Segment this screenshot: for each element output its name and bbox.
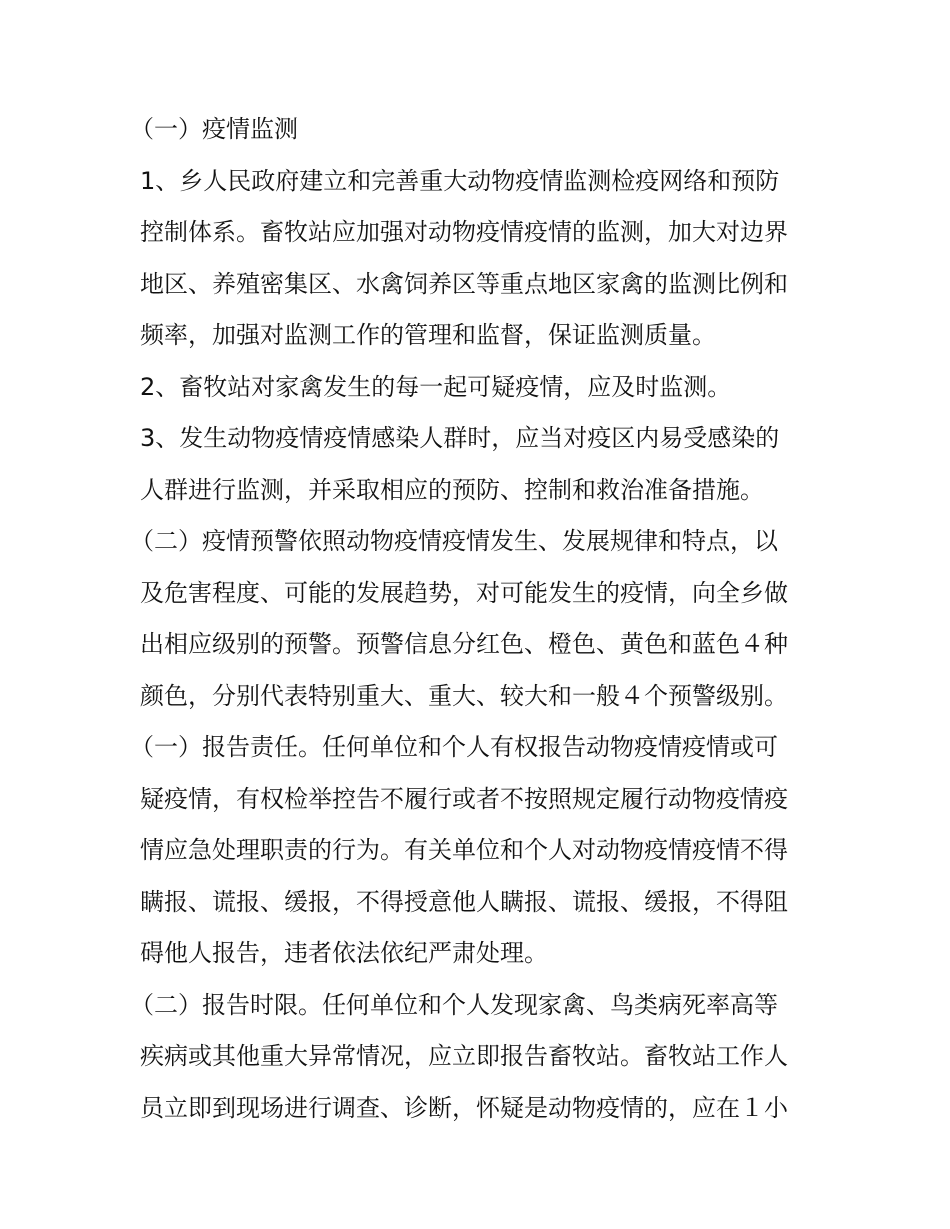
paragraph-line: （二）报告时限。任何单位和个人发现家禽、鸟类病死率高等	[130, 990, 778, 1019]
paragraph-report-time	[130, 980, 812, 1135]
paragraph-line: 3、发生动物疫情疫情感染人群时，应当对疫区内易受感染的	[140, 424, 780, 452]
paragraph-line: 碍他人报告，违者依法依纪严肃处理。	[140, 939, 548, 967]
section-heading-monitoring	[130, 104, 812, 156]
section-heading-text: （一）疫情监测	[130, 115, 298, 143]
paragraph-line: 疑疫情，有权检举控告不履行或者不按照规定履行动物疫情疫	[140, 784, 788, 813]
document-body	[130, 104, 812, 1134]
paragraph-line: 地区、养殖密集区、水禽饲养区等重点地区家禽的监测比例和	[140, 269, 788, 298]
paragraph-line: （一）报告责任。任何单位和个人有权报告动物疫情疫情或可	[130, 733, 778, 761]
paragraph-line: （二）疫情预警依照动物疫情疫情发生、发展规律和特点，以	[130, 527, 778, 555]
paragraph-line: 2、畜牧站对家禽发生的每一起可疑疫情，应及时监测。	[140, 372, 732, 401]
paragraph-item-3	[140, 413, 812, 516]
paragraph-line: 颜色，分别代表特别重大、重大、较大和一般４个预警级别。	[140, 681, 788, 710]
paragraph-line: 情应急处理职责的行为。有关单位和个人对动物疫情疫情不得	[140, 836, 788, 864]
paragraph-line: 疾病或其他重大异常情况，应立即报告畜牧站。畜牧站工作人	[140, 1042, 788, 1070]
paragraph-line: 人群进行监测，并采取相应的预防、控制和救治准备措施。	[140, 475, 764, 504]
paragraph-line: 瞒报、谎报、缓报，不得授意他人瞒报、谎报、缓报，不得阻	[140, 887, 788, 916]
paragraph-line: 频率，加强对监测工作的管理和监督，保证监测质量。	[140, 321, 716, 349]
paragraph-warning	[130, 516, 812, 722]
paragraph-item-1	[140, 156, 812, 362]
paragraph-line: 员立即到现场进行调查、诊断，怀疑是动物疫情的，应在１小	[140, 1093, 788, 1122]
paragraph-line: 出相应级别的预警。预警信息分红色、橙色、黄色和蓝色４种	[140, 630, 788, 658]
paragraph-line: 1、乡人民政府建立和完善重大动物疫情监测检疫网络和预防	[140, 166, 780, 195]
paragraph-line: 控制体系。畜牧站应加强对动物疫情疫情的监测，加大对边界	[140, 218, 788, 246]
paragraph-line: 及危害程度、可能的发展趋势，对可能发生的疫情，向全乡做	[140, 578, 788, 607]
paragraph-report-responsibility	[130, 722, 812, 980]
paragraph-item-2	[140, 362, 812, 414]
